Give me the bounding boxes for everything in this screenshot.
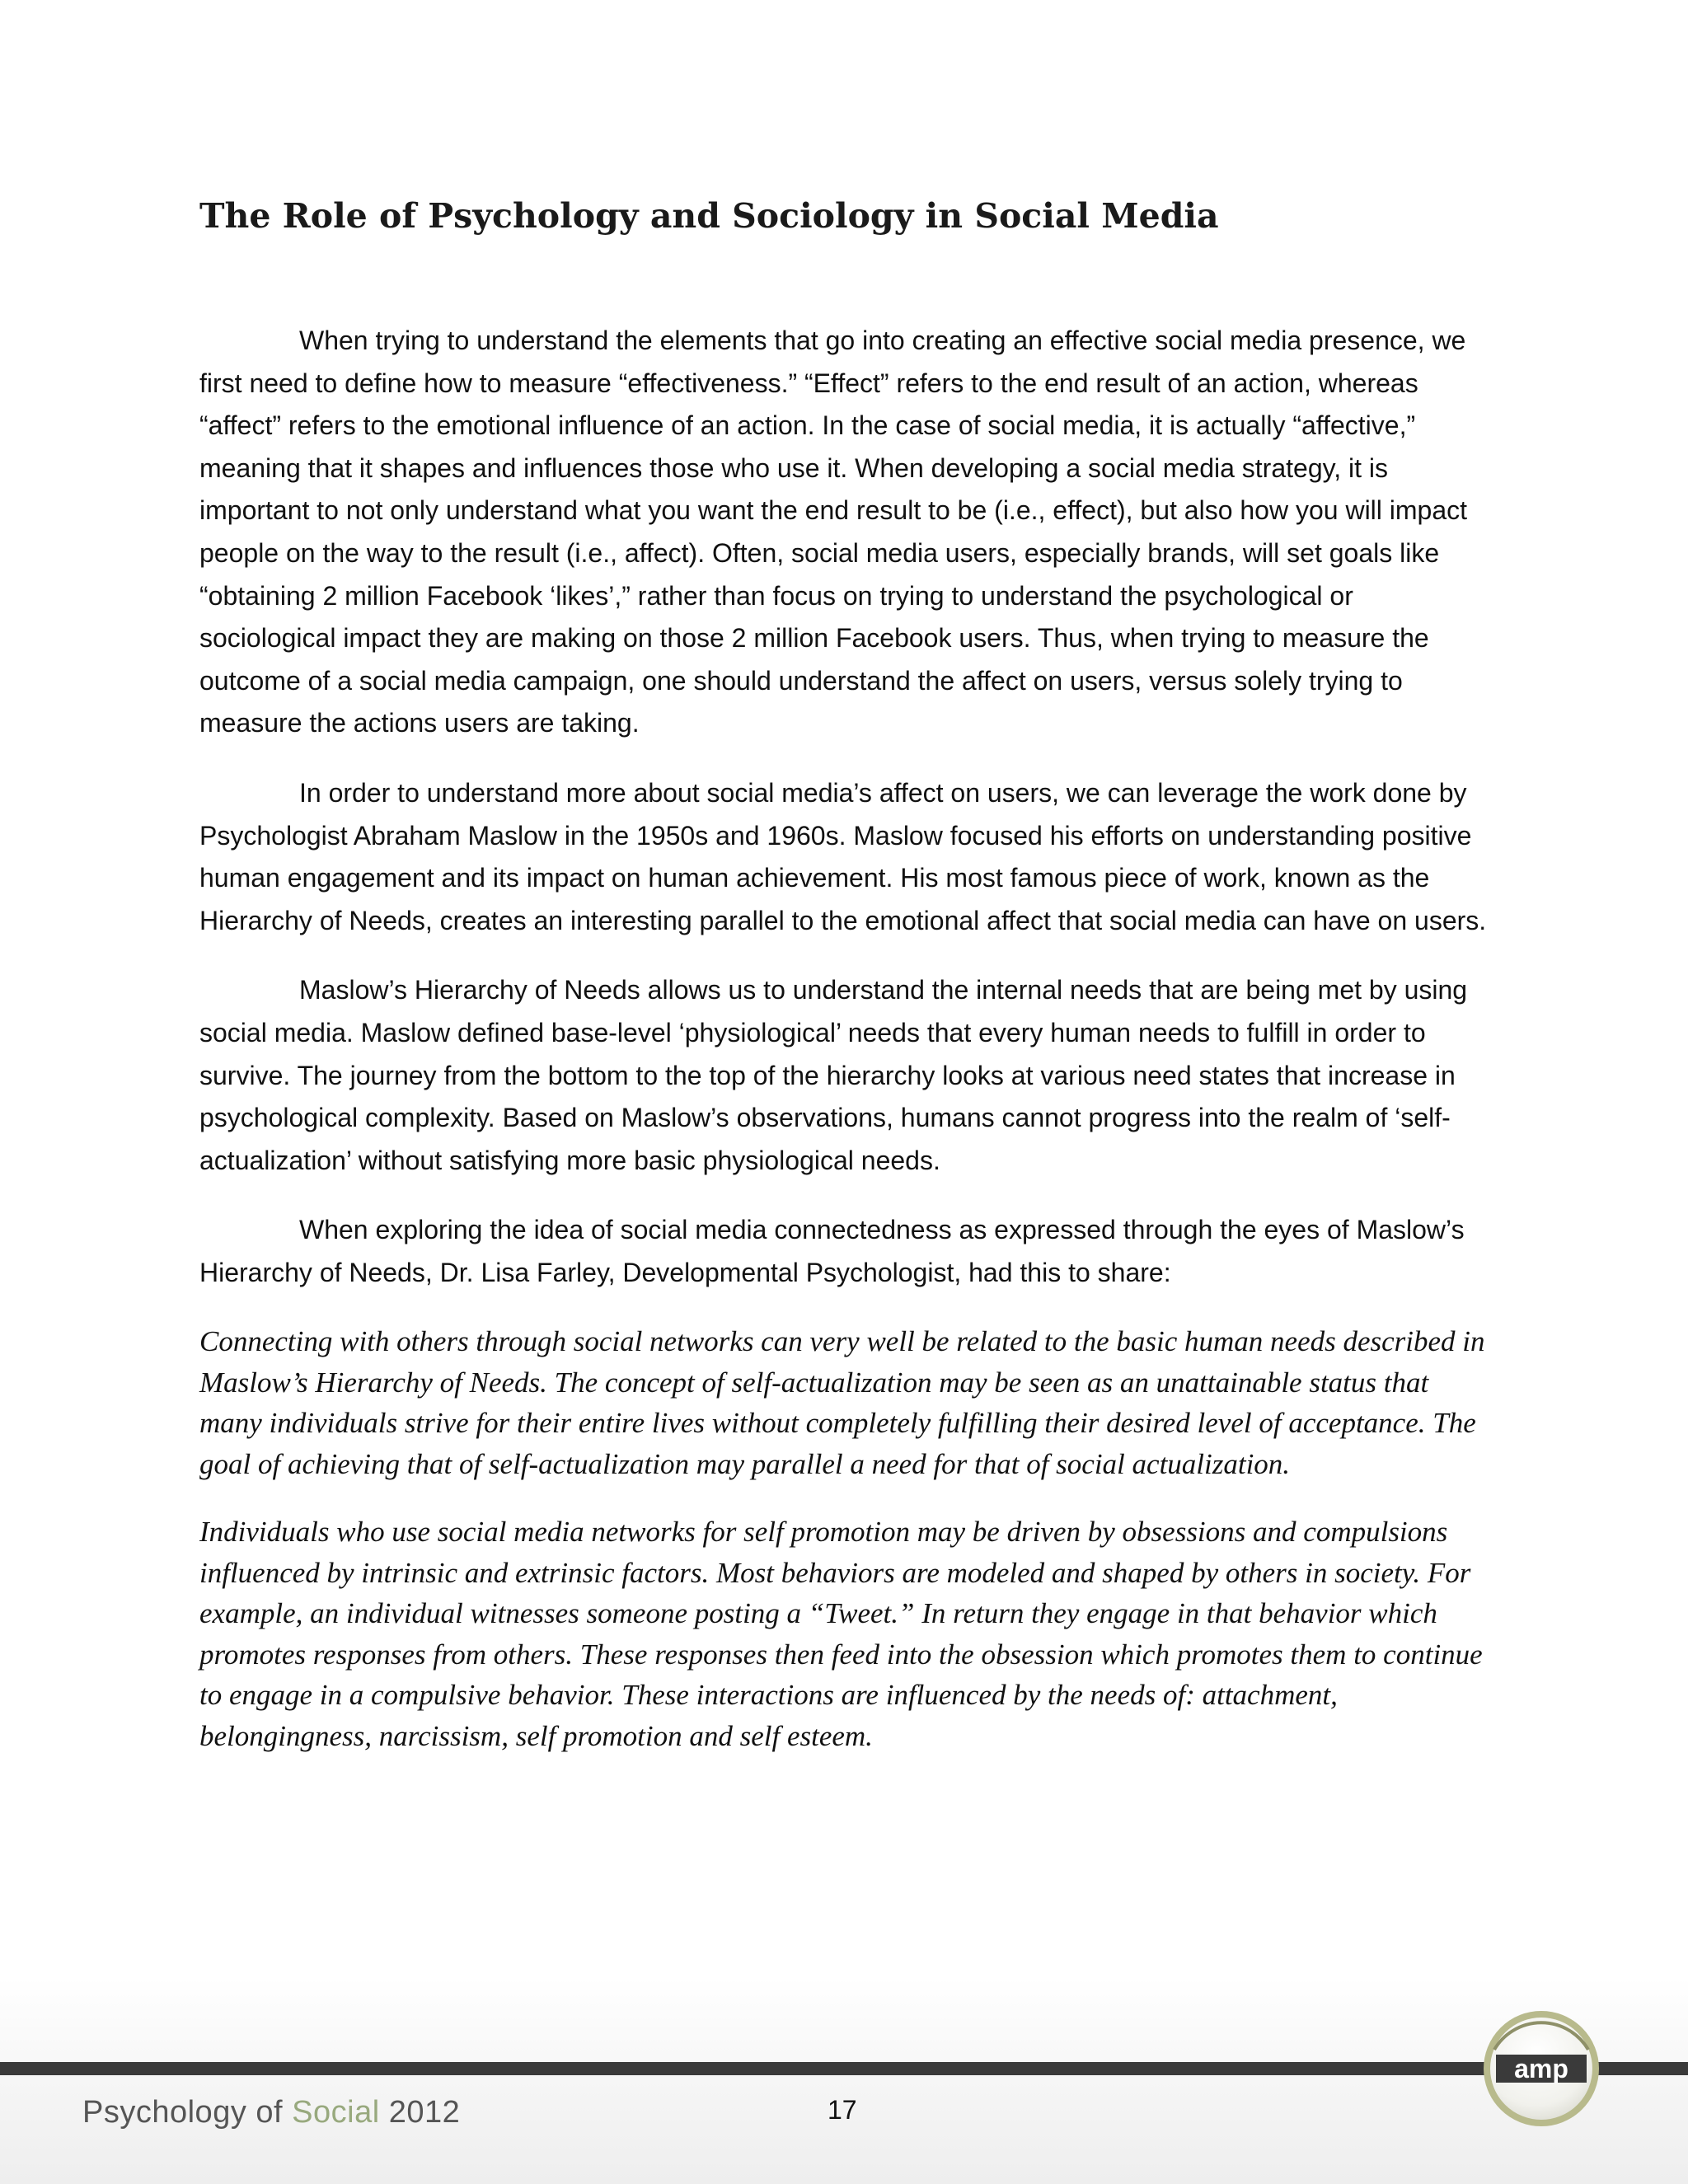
page-title: The Role of Psychology and Sociology in Social Media <box>199 196 1219 236</box>
footer-brand <box>82 2095 460 2130</box>
body-paragraph-3: Maslow’s Hierarchy of Needs allows us to understand the internal needs that are being met by using social media. Maslow defined base-level ‘physiological’ needs that every human needs to fulfill in order to survive. The journey from the bottom to the top of the hierarchy looks at various need states that increase in psychological complexity. Based on Maslow’s observations, humans cannot progress into the realm of ‘self-actualization’ without satisfying more basic physiological needs. <box>199 975 1468 1175</box>
footer-brand-accent: Social <box>292 2095 380 2130</box>
footer-brand-prefix: Psychology of <box>82 2095 293 2130</box>
logo-text: amp <box>1514 2054 1568 2083</box>
footer-rule <box>0 2062 1688 2075</box>
block-quote-2: Individuals who use social media networks for self promotion may be driven by obsessions and compulsions influenced by intrinsic and extrinsic factors. Most behaviors are modeled and shaped by others in society. For example, an individual witnesses someone posting a “Tweet.” In return they engage in that behavior which promotes responses from others. These responses then feed into the obsession which promotes them to continue to engage in a compulsive behavior. These interactions are influenced by the needs of: attachment, belongingness, narcissism, self promotion and self esteem. <box>199 1516 1483 1752</box>
body-paragraph-2: In order to understand more about social media’s affect on users, we can leverage the work done by Psychologist Abraham Maslow in the 1950s and 1960s. Maslow focused his efforts on understanding positive human engagement and its impact on human achievement. His most famous piece of work, known as the Hierarchy of Needs, creates an interesting parallel to the emotional affect that social media can have on users. <box>199 777 1487 935</box>
body-paragraph-1: When trying to understand the elements that go into creating an effective social media presence, we first need to define how to measure “effectiveness.” “Effect” refers to the end result of an action, whereas “affect” refers to the emotional influence of an action. In the case of social media, it is actually “affective,” meaning that it shapes and influences those who use it. When developing a social media strategy, it is important to not only understand what you want the end result to be (i.e., effect), but also how you will impact people on the way to the result (i.e., affect). Often, social media users, especially brands, will set goals like “obtaining 2 million Facebook ‘likes’,” rather than focus on trying to understand the psychological or sociological impact they are making on those 2 million Facebook users. Thus, when trying to measure the outcome of a social media campaign, one should understand the affect on users, versus solely trying to measure the actions users are taking. <box>199 326 1468 738</box>
article-body <box>199 320 1493 1783</box>
footer-band <box>0 1978 1688 2184</box>
block-quote-1: Connecting with others through social networks can very well be related to the basic human needs described in Maslow’s Hierarchy of Needs. The concept of self-actualization may be seen as an unattainable status that many individuals strive for their entire lives without completely fulfilling their desired level of acceptance. The goal of achieving that of self-actualization may parallel a need for that of social actualization. <box>199 1325 1485 1480</box>
amp-logo-icon <box>1479 2007 1603 2130</box>
footer-brand-year: 2012 <box>379 2095 461 2130</box>
body-paragraph-4: When exploring the idea of social media connectedness as expressed through the eyes of Maslow’s Hierarchy of Needs, Dr. Lisa Farley, Developmental Psychologist, had this to share: <box>199 1215 1465 1287</box>
page-number: 17 <box>828 2095 857 2125</box>
